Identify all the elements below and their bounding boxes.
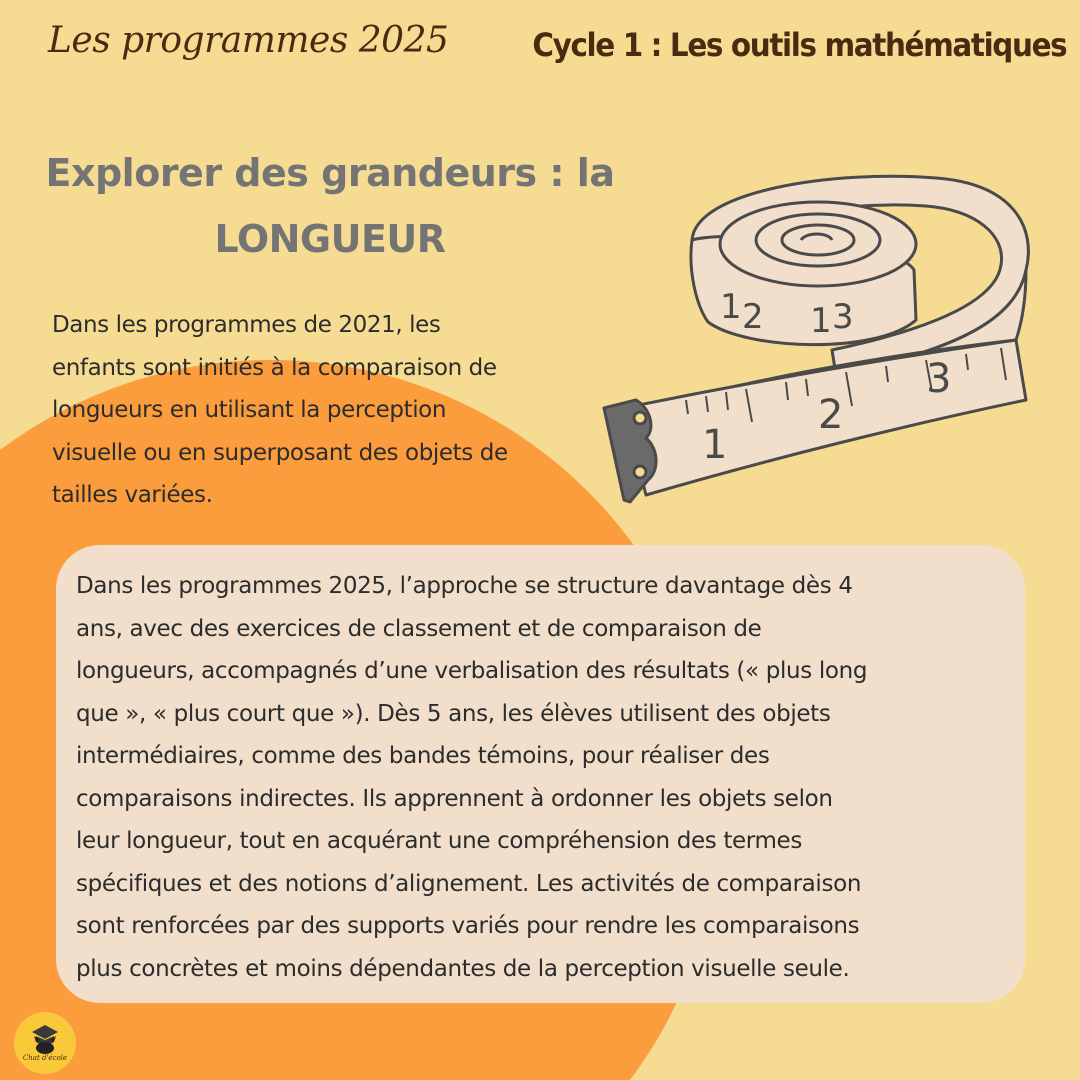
series-title: Les programmes 2025 [48, 20, 449, 61]
logo-text: Chat d'école [22, 1054, 68, 1062]
box-line: leur longueur, tout en acquérant une compréhension des termes [76, 828, 802, 854]
box-line: plus concrètes et moins dépendantes de la perception visuelle seule. [76, 955, 850, 982]
box-line: sont renforcées par des supports variés pour rendre les comparaisons [76, 913, 860, 939]
box-line: intermédiaires, comme des bandes témoins, pour réaliser des [76, 743, 770, 769]
strip-number: 1 [702, 422, 728, 468]
intro-line: enfants sont initiés à la comparaison de [52, 354, 497, 381]
box-line: Dans les programmes 2025, l’approche se structure davantage dès 4 [76, 573, 853, 599]
brand-logo [14, 1012, 76, 1074]
box-line: ans, avec des exercices de classement et de comparaison de [76, 615, 762, 642]
content-box [56, 545, 1025, 1003]
box-line: longueurs, accompagnés d’une verbalisation des résultats (« plus long [76, 658, 868, 684]
roll-number: 2 [742, 297, 764, 337]
page-title [20, 140, 640, 272]
box-line: comparaisons indirectes. Ils apprennent à ordonner les objets selon [76, 785, 833, 812]
cycle-title: Cycle 1 : Les outils mathématiques [532, 26, 1066, 64]
roll-number: 1 [810, 301, 832, 341]
graduation-cat-icon [14, 1012, 76, 1074]
measuring-tape-icon [596, 160, 1036, 510]
box-line: que », « plus court que »). Dès 5 ans, les élèves utilisent des objets [76, 700, 831, 727]
title-line-2: LONGUEUR [214, 217, 446, 261]
box-line: spécifiques et des notions d’alignement. Les activités de comparaison [76, 870, 862, 897]
intro-line: tailles variées. [52, 482, 213, 508]
intro-paragraph [52, 304, 597, 517]
title-line-1: Explorer des grandeurs : la [45, 151, 615, 195]
strip-number: 3 [926, 356, 952, 402]
strip-number: 2 [818, 392, 844, 438]
roll-number: 1 [720, 287, 742, 327]
roll-number: 3 [832, 297, 854, 337]
intro-line: visuelle ou en superposant des objets de [52, 439, 508, 466]
intro-line: Dans les programmes de 2021, les [52, 312, 441, 338]
intro-line: longueurs en utilisant la perception [52, 397, 447, 423]
